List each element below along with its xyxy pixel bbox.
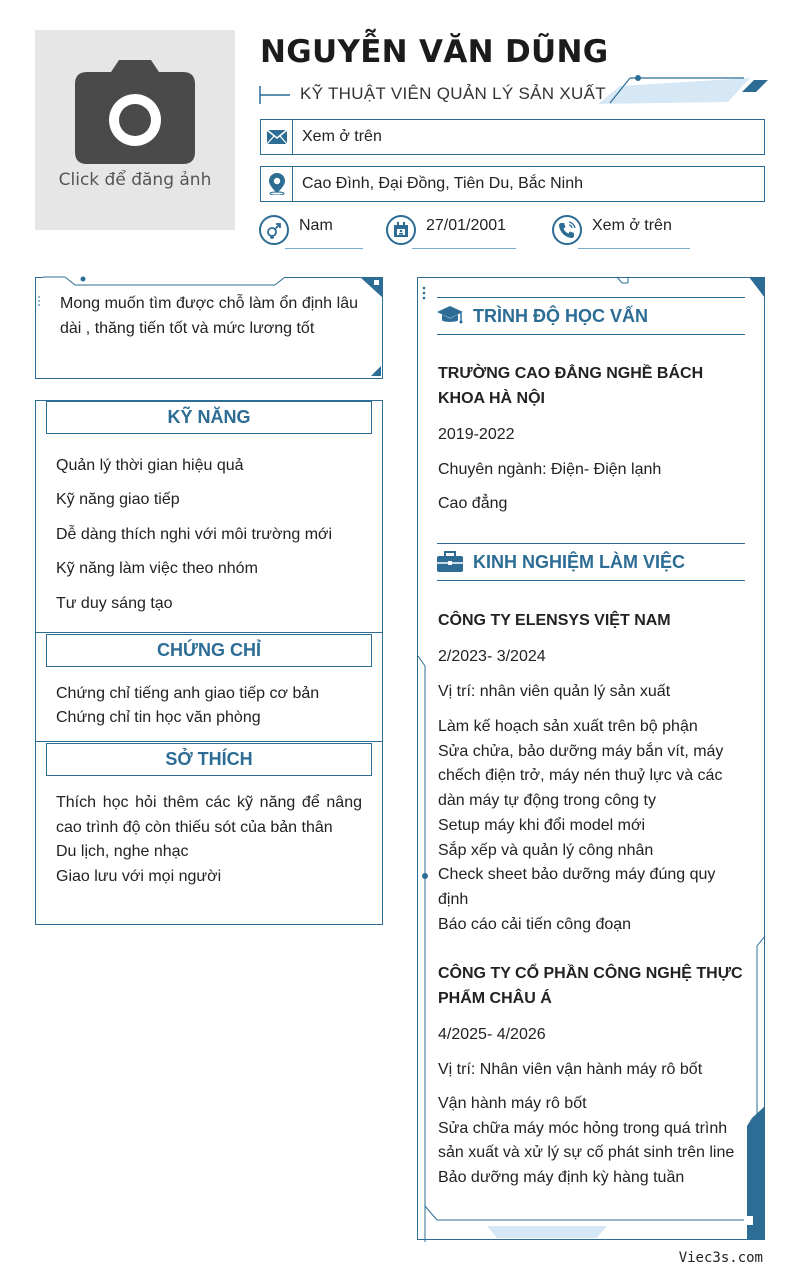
avatar-upload[interactable] [35, 30, 235, 230]
envelope-icon [261, 120, 293, 154]
calendar-icon [386, 215, 416, 245]
camera-icon [75, 60, 195, 164]
task-item: Setup máy khi đổi model mới [438, 816, 646, 834]
phone-value: Xem ở trên [592, 217, 672, 234]
candidate-name: NGUYỄN VĂN DŨNG [260, 34, 609, 70]
hobbies-list [56, 791, 362, 889]
job-role: Vị trí: Nhân viên vận hành máy rô bốt [438, 1061, 703, 1078]
task-item: Sửa chửa, bảo dưỡng máy bắn vít, máy chếch điện trở, máy nén thuỷ lực và các dàn máy tự động trong công ty [438, 742, 724, 810]
skill-item: Tư duy sáng tạo [56, 595, 173, 612]
skill-item: Kỹ năng làm việc theo nhóm [56, 560, 258, 577]
address-value: Cao Đình, Đại Đồng, Tiên Du, Bắc Ninh [302, 175, 584, 192]
hobby-item: Du lịch, nghe nhạc [56, 843, 189, 860]
skill-item: Quản lý thời gian hiệu quả [56, 457, 244, 474]
job-period: 4/2025- 4/2026 [438, 1026, 546, 1043]
education-period: 2019-2022 [438, 426, 515, 443]
certificates-title: CHỨNG CHỈ [46, 634, 372, 667]
certificate-item: Chứng chỉ tin học văn phòng [56, 709, 261, 726]
education-major: Chuyên ngành: Điện- Điện lạnh [438, 461, 662, 478]
phone-item [552, 210, 672, 250]
task-item: Báo cáo cải tiến công đoạn [438, 915, 632, 933]
gender-item [259, 210, 333, 250]
task-item: Làm kế hoạch sản xuất trên bộ phận [438, 718, 698, 735]
education-title: TRÌNH ĐỘ HỌC VẤN [473, 305, 648, 326]
task-item: Bảo dưỡng máy định kỳ hàng tuần [438, 1169, 685, 1187]
phone-icon [552, 215, 582, 245]
email-field[interactable] [260, 119, 765, 155]
objective-text: Mong muốn tìm được chỗ làm ổn định lâu dài , thăng tiến tốt và mức lương tốt [60, 295, 358, 337]
skill-item: Kỹ năng giao tiếp [56, 491, 180, 508]
skills-title: KỸ NĂNG [46, 401, 372, 434]
certificate-item: Chứng chỉ tiếng anh giao tiếp cơ bản [56, 685, 320, 702]
gender-value: Nam [299, 217, 333, 234]
company-name: CÔNG TY ELENSYS VIỆT NAM [438, 612, 671, 629]
job-position: KỸ THUẬT VIÊN QUẢN LÝ SẢN XUẤT [300, 84, 606, 103]
photo-caption: Click để đăng ảnh [58, 170, 212, 190]
map-pin-icon [261, 167, 293, 201]
job-period: 2/2023- 3/2024 [438, 648, 546, 665]
task-item: Sắp xếp và quản lý công nhân [438, 841, 654, 859]
task-item: Vận hành máy rô bốt [438, 1095, 587, 1112]
address-field[interactable] [260, 166, 765, 202]
company-name: CÔNG TY CỔ PHẦN CÔNG NGHỆ THỰC PHẨM CHÂU Á [438, 965, 743, 1007]
birthday-value: 27/01/2001 [426, 217, 507, 234]
hobby-item: Thích học hỏi thêm các kỹ năng để nâng cao trình độ còn thiếu sót của bản thân [56, 794, 362, 836]
hobby-item: Giao lưu với mọi người [56, 867, 222, 885]
task-item: Check sheet bảo dưỡng máy đúng quy định [438, 866, 716, 908]
job-role: Vị trí: nhân viên quản lý sản xuất [438, 683, 671, 700]
experience-title: KINH NGHIỆM LÀM VIỆC [473, 551, 686, 572]
email-value: Xem ở trên [302, 128, 382, 145]
skill-item: Dễ dàng thích nghi với môi trường mới [56, 526, 333, 543]
task-item: Sửa chữa máy móc hỏng trong quá trình sản xuất và xử lý sự cố phát sinh trên line [438, 1119, 735, 1162]
experience-frame-decoration [417, 276, 767, 1242]
hobbies-title: SỞ THÍCH [46, 743, 372, 776]
birthday-item [386, 210, 506, 250]
gender-icon [259, 215, 289, 245]
education-degree: Cao đẳng [438, 495, 508, 512]
objective-decoration [35, 276, 385, 381]
footer-brand: Viec3s.com [678, 1250, 763, 1266]
school-name: TRƯỜNG CAO ĐẲNG NGHỀ BÁCH KHOA HÀ NỘI [438, 365, 704, 407]
left-column [35, 400, 383, 925]
